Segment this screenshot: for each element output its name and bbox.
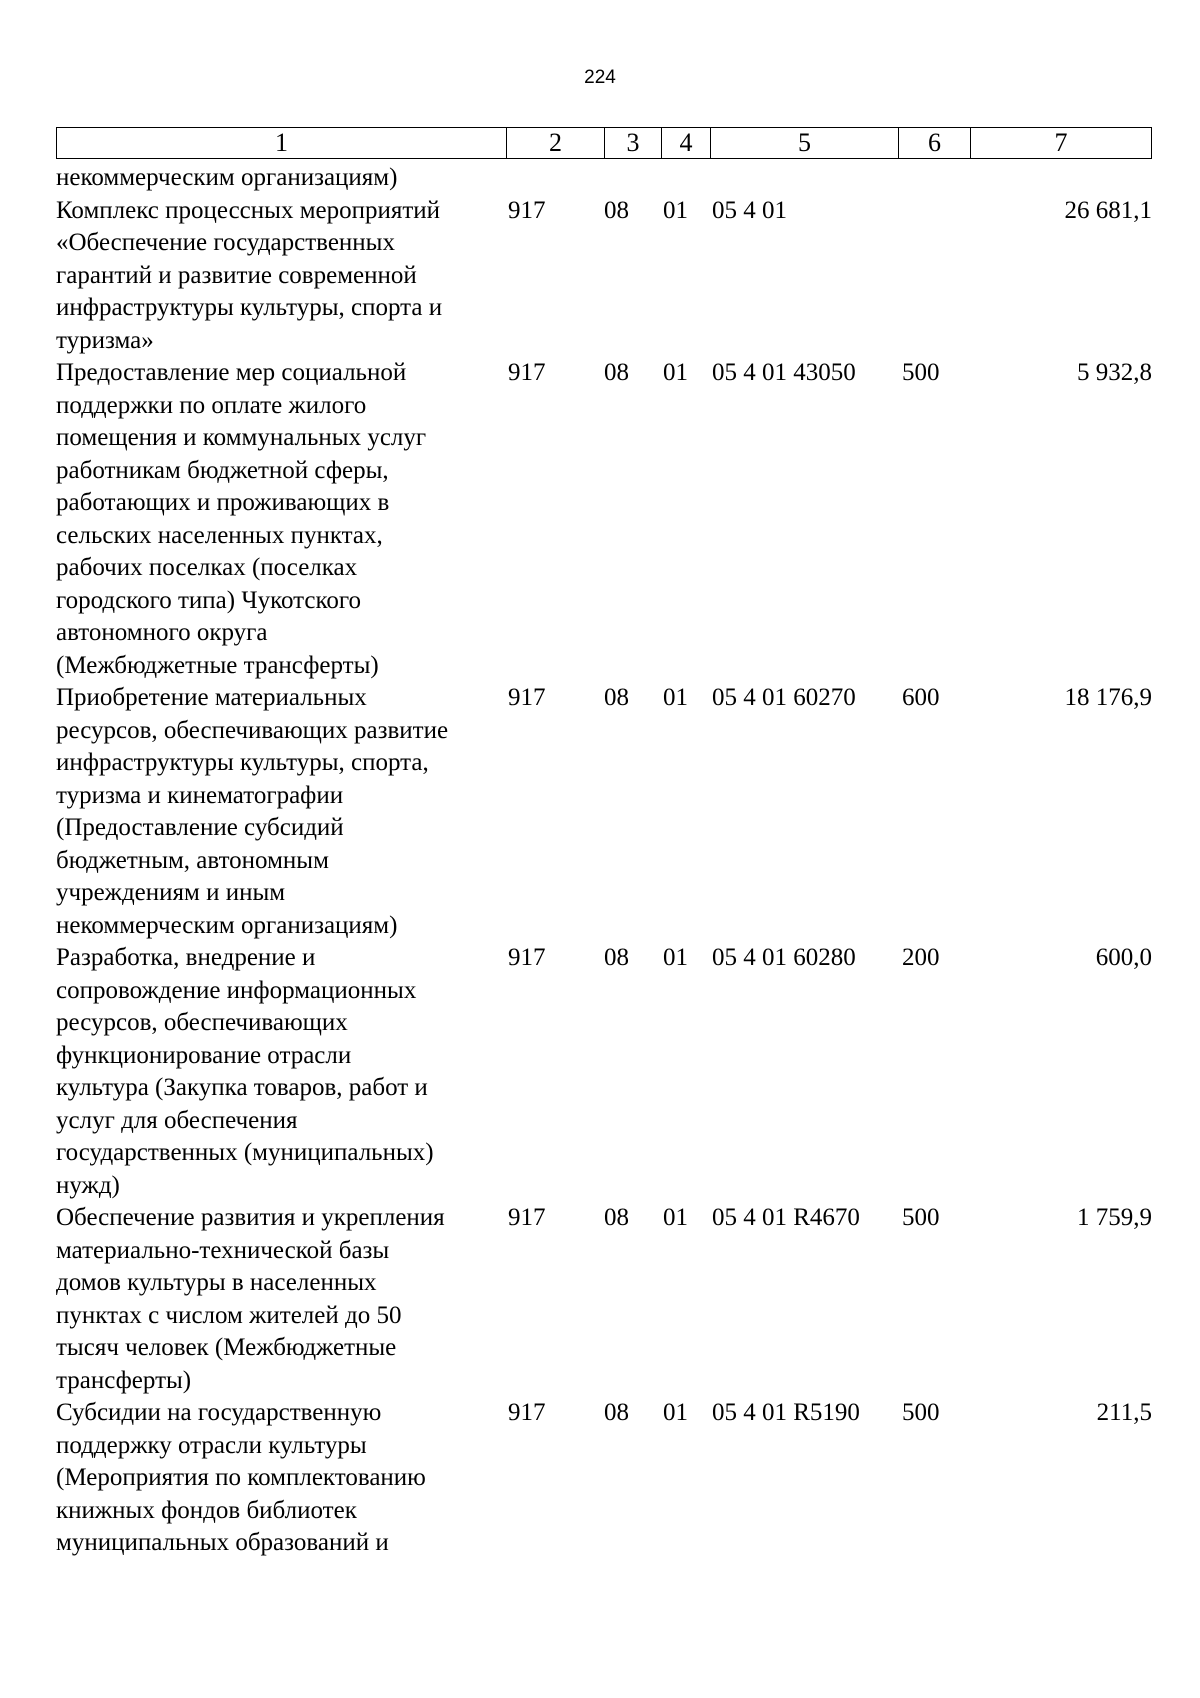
- table-row: [56, 195, 1152, 358]
- table-row: [56, 162, 1152, 195]
- row-sum: 26 681,1: [1064, 196, 1152, 224]
- row-code: 917: [508, 1204, 546, 1231]
- row-code: 917: [508, 359, 546, 386]
- row-name: Обеспечение развития и укрепления материально-технической базы домов культуры в населенных пунктах с числом жителей до 50 тысяч человек (Межбюджетные трансферты): [56, 1204, 445, 1394]
- row-code: 917: [508, 684, 546, 711]
- row-name: Субсидии на государственную поддержку отрасли культуры (Мероприятия по комплектованию книжных фондов библиотек муниципальных образований и: [56, 1399, 426, 1556]
- row-target: 05 4 01: [712, 196, 787, 224]
- row-code: 917: [508, 944, 546, 971]
- row-subsection: 01: [663, 1399, 688, 1426]
- row-sum: 18 176,9: [1064, 684, 1152, 711]
- row-code: 917: [508, 1399, 546, 1426]
- row-name: Предоставление мер социальной поддержки по оплате жилого помещения и коммунальных услуг работникам бюджетной сферы, работающих и проживающих в сельских населенных пунктах, рабочих поселках (поселках городского типа) Чукотского автономного округа (Межбюджетные трансферты): [56, 359, 427, 679]
- row-name: Комплекс процессных мероприятий «Обеспечение государственных гарантий и развитие современной инфраструктуры культуры, спорта и туризма»: [56, 196, 443, 354]
- row-subsection: 01: [663, 1204, 688, 1231]
- row-section: 08: [604, 1204, 629, 1231]
- row-kind: 500: [902, 1399, 940, 1426]
- row-code: 917: [508, 196, 546, 224]
- row-sum: 1 759,9: [1077, 1204, 1152, 1231]
- header-col-4: 4: [662, 128, 711, 158]
- row-target: 05 4 01 43050: [712, 359, 856, 386]
- row-kind: 200: [902, 944, 940, 971]
- row-section: 08: [604, 684, 629, 711]
- row-subsection: 01: [663, 944, 688, 971]
- row-name: Приобретение материальных ресурсов, обеспечивающих развитие инфраструктуры культуры, спорта, туризма и кинематографии (Предоставление субсидий бюджетным, автономным учреждениям и иным некоммерческим организациям): [56, 684, 449, 939]
- row-sum: 211,5: [1096, 1399, 1152, 1426]
- row-kind: 500: [902, 359, 940, 386]
- row-target: 05 4 01 60270: [712, 684, 856, 711]
- table-row: [56, 942, 1152, 1202]
- table-body: [56, 162, 1152, 1560]
- row-sum: 5 932,8: [1077, 359, 1152, 386]
- row-subsection: 01: [663, 684, 688, 711]
- row-sum: 600,0: [1095, 944, 1152, 971]
- table-row: [56, 1397, 1152, 1560]
- table-row: [56, 357, 1152, 682]
- row-kind: 600: [902, 684, 940, 711]
- row-section: 08: [604, 944, 629, 971]
- row-subsection: 01: [663, 359, 688, 386]
- row-kind: 500: [902, 1204, 940, 1231]
- row-section: 08: [604, 1399, 629, 1426]
- row-target: 05 4 01 R5190: [712, 1399, 860, 1426]
- page-number: 224: [584, 67, 616, 88]
- row-subsection: 01: [663, 196, 688, 224]
- header-col-5: 5: [711, 128, 899, 158]
- row-target: 05 4 01 R4670: [712, 1204, 860, 1231]
- header-col-7: 7: [1054, 128, 1068, 157]
- row-name: некоммерческим организациям): [56, 164, 398, 191]
- table-header: [56, 127, 1152, 159]
- table-row: [56, 1202, 1152, 1397]
- header-col-6: 6: [899, 128, 971, 158]
- header-col-1: 1: [57, 128, 507, 158]
- row-section: 08: [604, 196, 629, 224]
- row-target: 05 4 01 60280: [712, 944, 856, 971]
- row-section: 08: [604, 359, 629, 386]
- header-col-3: 3: [605, 128, 662, 158]
- row-name: Разработка, внедрение и сопровождение информационных ресурсов, обеспечивающих функционирование отрасли культура (Закупка товаров, работ и услуг для обеспечения государственных (муниципальных) нужд): [56, 944, 434, 1199]
- table-row: [56, 682, 1152, 942]
- header-col-2: 2: [507, 128, 605, 158]
